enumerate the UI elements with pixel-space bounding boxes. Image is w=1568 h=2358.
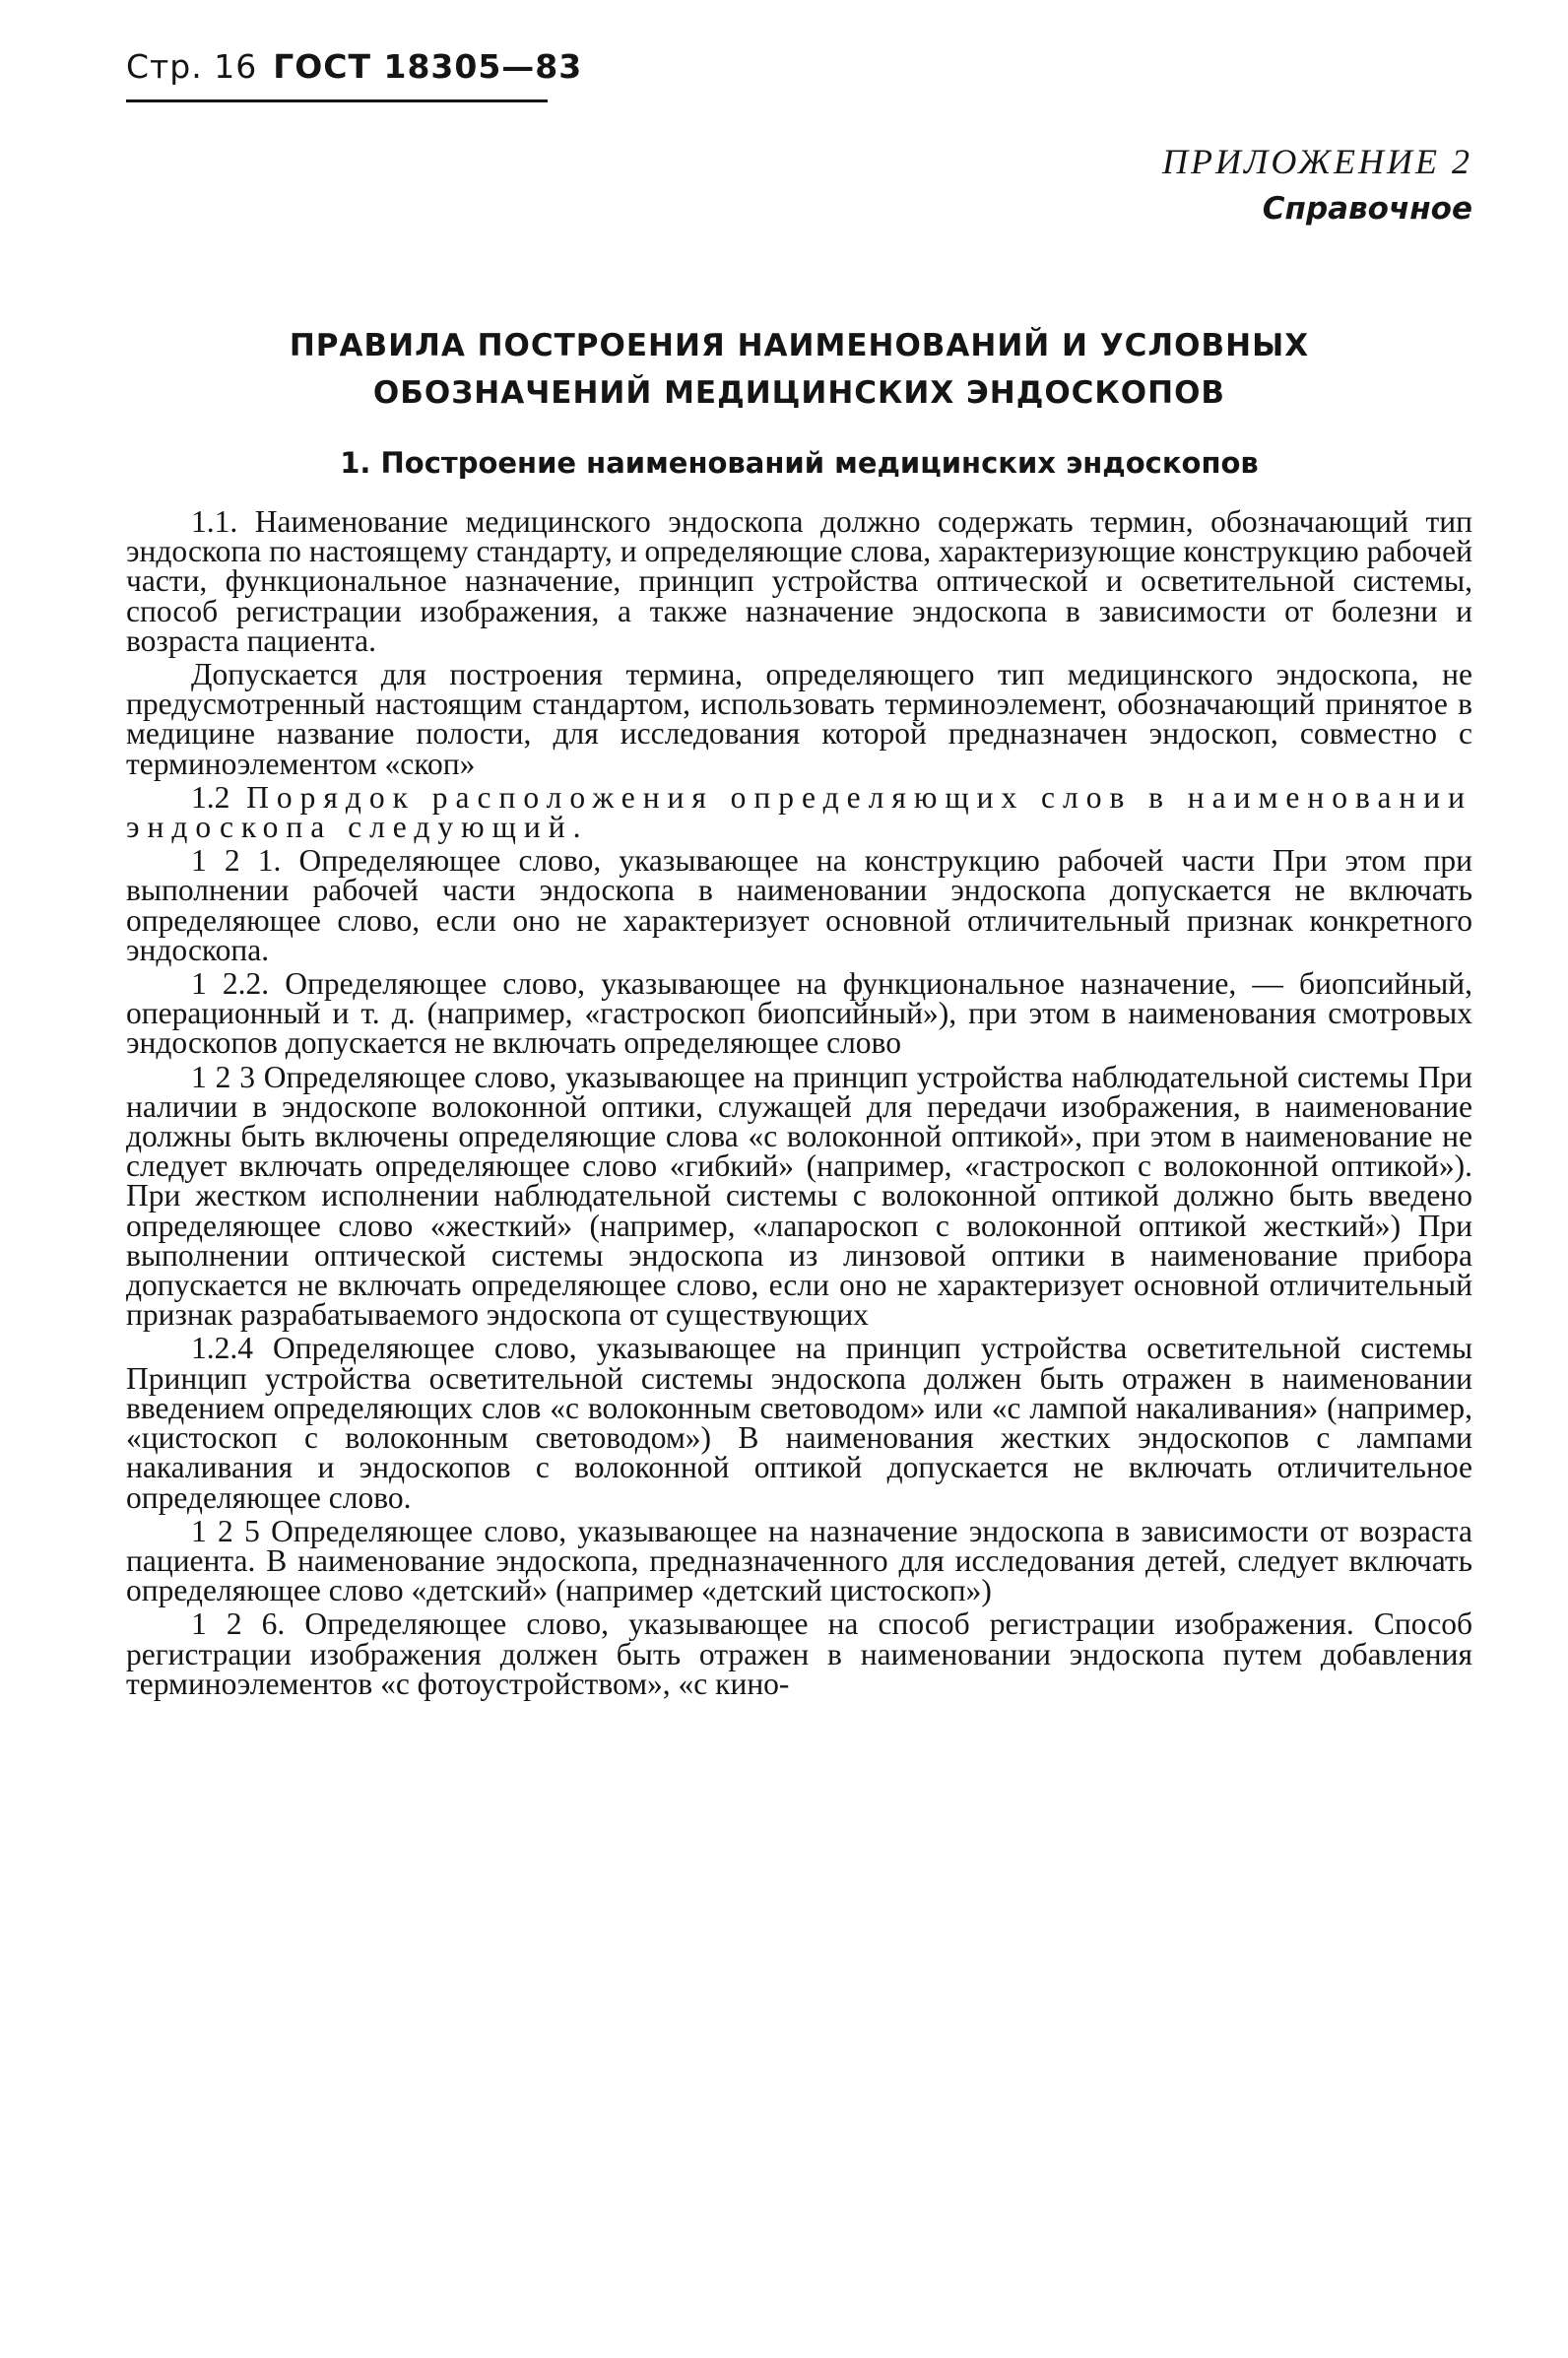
paragraph-1-2-3: 1 2 3 Определяющее слово, указывающее на принцип устройства наблюдательной системы При наличии в эндоскопе волоконной оптики, служащей для передачи изображения, в наименование должны быть включены определяющие слова «с волоконной оптикой», при этом в наименование не следует включать определяющее слово «гибкий» (например, «гастроскоп с волоконной оптикой»). При жестком исполнении наблюдательной системы с волоконной оптикой должно быть введено определяющее слово «жесткий» (например, «лапароскоп с волоконной оптикой жесткий») При выполнении оптической системы эндоскопа из линзовой оптики в наименование прибора допускается не включать определяющее слово, если оно не характеризует основной отличительный признак разрабатываемого эндоскопа от существующих: [126, 1059, 1472, 1333]
paragraph-1-2: [126, 779, 1473, 845]
standard-code: ГОСТ 18305—83: [273, 47, 583, 86]
section-heading: 1. Построение наименований медицинских эндоскопов: [340, 446, 1259, 480]
page-number: Стр. 16: [126, 47, 258, 86]
paragraph-1-2-5: 1 2 5 Определяющее слово, указывающее на назначение эндоскопа в зависимости от возраста пациента. В наименование эндоскопа, предназначенного для исследования детей, следует включать определяющее слово «детский» (например «детский цистоскоп»): [126, 1513, 1472, 1608]
page-header: [126, 47, 583, 102]
appendix-subtitle: Справочное: [1262, 191, 1472, 227]
paragraph-1-2-2: 1 2.2. Определяющее слово, указывающее на функциональное назначение, — биопсийный, операционный и т. д. (например, «гастроскоп биопсийный»), при этом в наименования смотровых эндоскопов допускается не включать определяющее слово: [126, 966, 1472, 1061]
document-title: [126, 322, 1472, 417]
body-text: [126, 504, 1473, 1703]
appendix-title: ПРИЛОЖЕНИЕ 2: [1162, 142, 1472, 181]
paragraph-1-2-4: 1.2.4 Определяющее слово, указывающее на принцип устройства осветительной системы Принцип устройства осветительной системы эндоскопа должен быть отражен в наименовании введением определяющих слов «с волоконным световодом» или «с лампой накаливания» (например, «цистоскоп с волоконным световодом») В наименования жестких эндоскопов с лампами накаливания и эндоскопов с волоконной оптикой допускается не включать отличительное определяющее слово.: [126, 1331, 1472, 1515]
paragraph-1-2-text: Порядок расположения определяющих слов в наименовании эндоскопа следующий.: [126, 779, 1473, 845]
document-title-line-2: ОБОЗНАЧЕНИЙ МЕДИЦИНСКИХ ЭНДОСКОПОВ: [372, 375, 1226, 411]
document-title-line-1: ПРАВИЛА ПОСТРОЕНИЯ НАИМЕНОВАНИЙ И УСЛОВНЫХ: [289, 328, 1310, 363]
paragraph-1-2-1: 1 2 1. Определяющее слово, указывающее на конструкцию рабочей части При этом при выполнении рабочей части эндоскопа в наименовании эндоскопа допускается не включать определяющее слово, если оно не характеризует основной отличительный признак конкретного эндоскопа.: [126, 843, 1472, 967]
paragraph-1-1: 1.1. Наименование медицинского эндоскопа должно содержать термин, обозначающий тип эндоскопа по настоящему стандарту, и определяющие слова, характеризующие конструкцию рабочей части, функциональное назначение, принцип устройства оптической и осветительной системы, способ регистрации изображения, а также назначение эндоскопа в зависимости от болезни и возраста пациента.: [126, 504, 1472, 658]
paragraph-1-2-6: 1 2 6. Определяющее слово, указывающее на способ регистрации изображения. Способ регистрации изображения должен быть отражен в наименовании эндоскопа путем добавления терминоэлементов «с фотоустройством», «с кино-: [126, 1606, 1472, 1701]
paragraph-1-2-number: 1.2: [191, 779, 230, 815]
appendix-label: [1162, 138, 1472, 232]
paragraph-1-1-continued: Допускается для построения термина, определяющего тип медицинского эндоскопа, не предусмотренный настоящим стандартом, использовать терминоэлемент, обозначающий принятое в медицине название полости, для исследования которой предназначен эндоскоп, совместно с терминоэлементом «скоп»: [126, 657, 1472, 781]
